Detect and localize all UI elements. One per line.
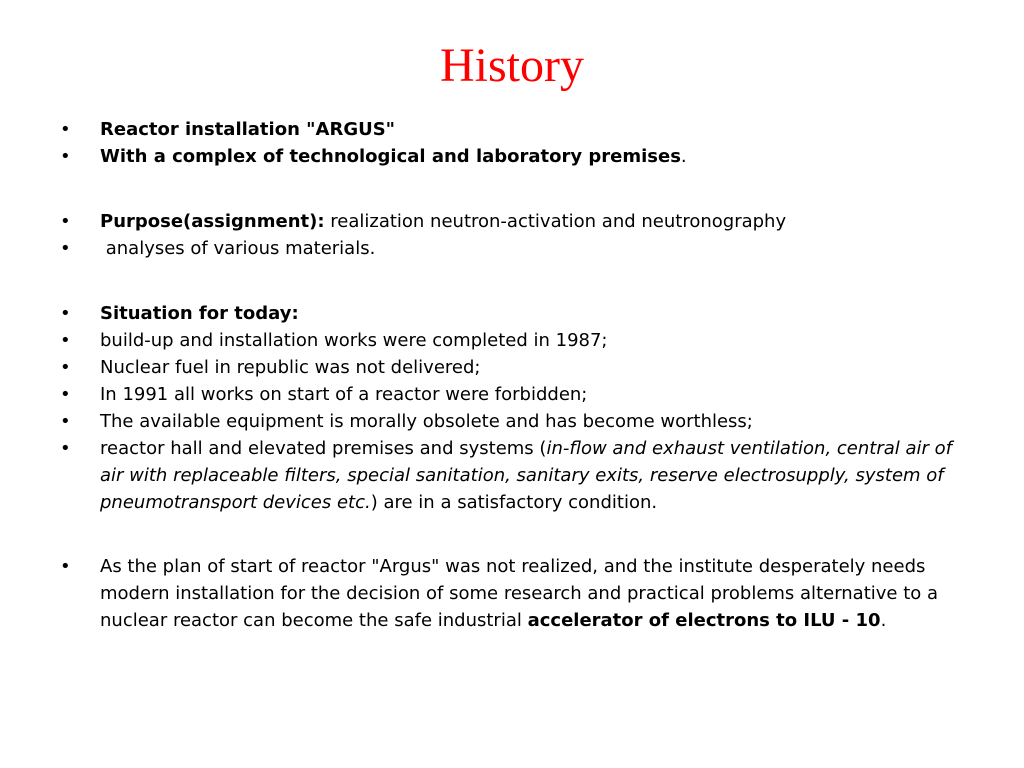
bullet-equipment <box>60 408 980 435</box>
bullet-text: With a complex of technological and laboratory premises <box>100 146 681 167</box>
bullet-reactor-installation <box>60 116 980 143</box>
bullet-label: Purpose(assignment): <box>100 211 325 232</box>
bullet-text-tail: . <box>680 146 687 167</box>
spacer <box>60 170 980 208</box>
bullet-argus-plan <box>60 553 980 634</box>
slide-body <box>60 116 980 634</box>
bullet-1991 <box>60 381 980 408</box>
bullet-text: ) are in a satisfactory condition. <box>370 492 658 513</box>
bullet-text: analyses of various materials. <box>100 238 376 259</box>
bullet-text: . <box>880 610 887 631</box>
bullet-reactor-hall <box>60 435 980 516</box>
bullet-situation <box>60 300 980 327</box>
bullet-text: Nuclear fuel in republic was not delivered; <box>100 357 481 378</box>
bullet-build-up <box>60 327 980 354</box>
bullet-bold-text: accelerator of electrons to ILU - 10 <box>527 610 881 631</box>
bullet-text: reactor hall and elevated premises and systems ( <box>100 438 547 459</box>
bullet-nuclear-fuel <box>60 354 980 381</box>
bullet-analyses <box>60 235 980 262</box>
bullet-text: realization neutron-activation and neutronography <box>324 211 787 232</box>
bullet-text: Situation for today: <box>100 303 299 324</box>
spacer <box>60 516 980 553</box>
bullet-italic-text: in-flow and exhaust ventilation, central air of air with replaceable filters, special sanitation, sanitary exits, reserve electrosupply, system of pneumotransport devices etc. <box>100 438 952 513</box>
bullet-text: Reactor installation "ARGUS" <box>100 119 396 140</box>
bullet-purpose <box>60 208 980 235</box>
bullet-text: build-up and installation works were completed in 1987; <box>100 330 608 351</box>
bullet-text: As the plan of start of reactor "Argus" was not realized, and the institute desperately needs modern installation for the decision of some research and practical problems alternative to a nuclear reactor can become the safe industrial <box>100 556 939 631</box>
bullet-complex-premises <box>60 143 980 170</box>
bullet-text: The available equipment is morally obsolete and has become worthless; <box>100 411 753 432</box>
spacer <box>60 262 980 300</box>
slide-title: History <box>440 39 584 92</box>
bullet-text: In 1991 all works on start of a reactor were forbidden; <box>100 384 588 405</box>
